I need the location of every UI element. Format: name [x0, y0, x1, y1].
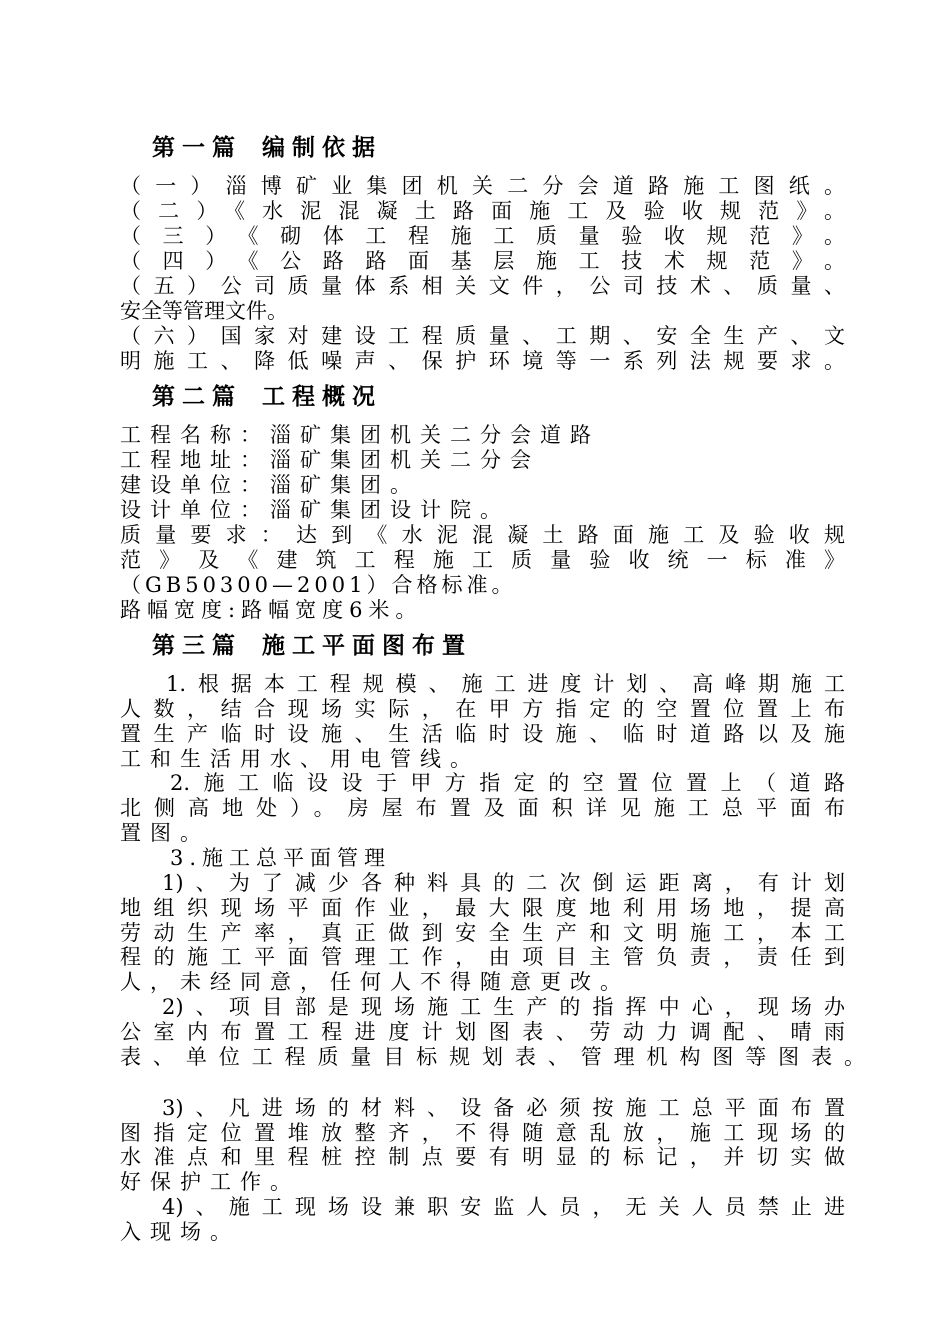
text-line: 工程地址：淄矿集团机关二分会 — [120, 448, 540, 472]
section-part-label: 第三篇 — [152, 633, 242, 659]
text-line: 1)、为了减少各种料具的二次倒运距离，有计划 — [162, 871, 845, 895]
text-line: 图指定位置堆放整齐，不得随意乱放，施工现场的 — [120, 1121, 845, 1145]
text-line: （一）淄博矿业集团机关二分会道路施工图纸。 — [120, 174, 845, 198]
text-line: 质量要求：达到《水泥混凝土路面施工及验收规 — [120, 523, 845, 547]
text-line: 3)、凡进场的材料、设备必须按施工总平面布置 — [162, 1096, 845, 1120]
section-part-label: 第二篇 — [152, 384, 242, 410]
text-line: 表、单位工程质量目标规划表、管理机构图等图表。 — [120, 1045, 865, 1069]
text-line: 人数，结合现场实际，在甲方指定的空置位置上布 — [120, 697, 845, 721]
text-line: （五）公司质量体系相关文件，公司技术、质量、 — [120, 274, 845, 298]
section-title: 工程概况 — [262, 384, 382, 410]
text-line: 好保护工作。 — [120, 1170, 300, 1194]
text-line: 水准点和里程桩控制点要有明显的标记，并切实做 — [120, 1145, 845, 1169]
text-line: （二）《水泥混凝土路面施工及验收规范》。 — [120, 199, 845, 223]
text-line: 劳动生产率，真正做到安全生产和文明施工，本工 — [120, 921, 845, 945]
section-title: 编制依据 — [262, 135, 382, 161]
text-line: 明施工、降低噪声、保护环境等一系列法规要求。 — [120, 349, 845, 373]
text-line: 公室内布置工程进度计划图表、劳动力调配、晴雨 — [120, 1020, 845, 1044]
text-line: （三）《砌体工程施工质量验收规范》。 — [120, 224, 845, 248]
text-line: 北侧高地处）。房屋布置及面积详见施工总平面布 — [120, 796, 845, 820]
section-heading-2 — [152, 383, 382, 411]
text-line: 置图。 — [120, 821, 210, 845]
text-line: 地组织现场平面作业，最大限度地利用场地，提高 — [120, 896, 845, 920]
section-title: 施工平面图布置 — [262, 633, 472, 659]
text-line: 工和生活用水、用电管线。 — [120, 747, 480, 771]
text-line: 入现场。 — [120, 1220, 240, 1244]
text-line: 2)、项目部是现场施工生产的指挥中心，现场办 — [162, 995, 845, 1019]
text-line: 安全等管理文件。 — [120, 299, 288, 323]
text-line: 建设单位：淄矿集团。 — [120, 473, 420, 497]
text-line: 1.根据本工程规模、施工进度计划、高峰期施工 — [166, 672, 845, 696]
text-line: （GB50300—2001）合格标准。 — [120, 573, 517, 597]
section-heading-3 — [152, 632, 472, 660]
text-line: 设计单位：淄矿集团设计院。 — [120, 498, 510, 522]
text-line: 4)、施工现场设兼职安监人员，无关人员禁止进 — [162, 1195, 845, 1219]
section-heading-1 — [152, 134, 382, 162]
text-line: 3.施工总平面管理 — [170, 846, 392, 870]
text-line: 置生产临时设施、生活临时设施、临时道路以及施 — [120, 722, 845, 746]
text-line: 范》及《建筑工程施工质量验收统一标准》 — [120, 548, 845, 572]
text-line: 2.施工临设设于甲方指定的空置位置上（道路 — [170, 771, 845, 795]
text-line: 工程名称：淄矿集团机关二分会道路 — [120, 423, 600, 447]
text-line: 程的施工平面管理工作，由项目主管负责，责任到 — [120, 945, 845, 969]
text-line: 路幅宽度:路幅宽度6米。 — [120, 598, 423, 622]
text-line: （六）国家对建设工程质量、工期、安全生产、文 — [120, 324, 845, 348]
section-part-label: 第一篇 — [152, 135, 242, 161]
text-line: （四）《公路路面基层施工技术规范》。 — [120, 249, 845, 273]
text-line: 人，未经同意，任何人不得随意更改。 — [120, 970, 630, 994]
